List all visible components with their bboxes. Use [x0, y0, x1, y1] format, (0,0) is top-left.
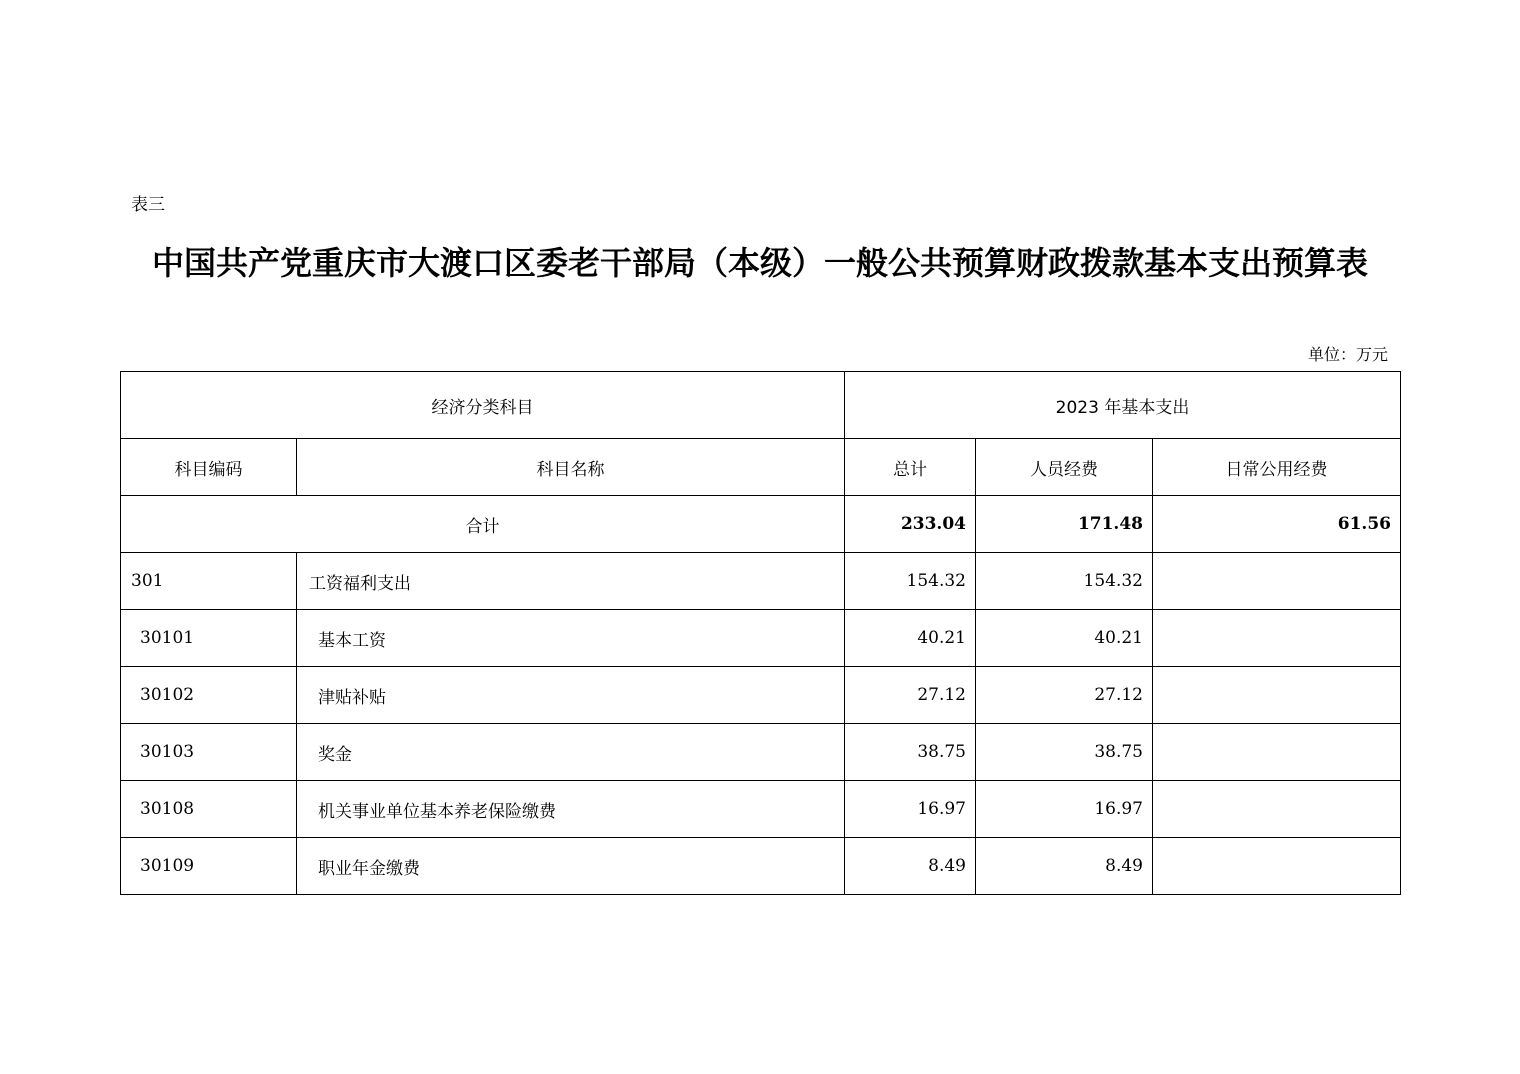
summary-label: 合计: [121, 496, 845, 553]
row-code: 301: [121, 553, 297, 610]
row-public: [1153, 553, 1401, 610]
row-name: 机关事业单位基本养老保险缴费: [297, 781, 845, 838]
row-public: [1153, 838, 1401, 895]
header-category-group: 经济分类科目: [121, 372, 845, 439]
table-label: 表三: [131, 195, 165, 215]
summary-row: [121, 496, 1401, 553]
row-personnel: 154.32: [976, 553, 1153, 610]
row-total: 38.75: [845, 724, 976, 781]
row-personnel: 38.75: [976, 724, 1153, 781]
table-row: [121, 724, 1401, 781]
row-total: 8.49: [845, 838, 976, 895]
row-name: 津贴补贴: [297, 667, 845, 724]
row-code: 30102: [121, 667, 297, 724]
summary-public: 61.56: [1153, 496, 1401, 553]
row-code: 30108: [121, 781, 297, 838]
row-total: 40.21: [845, 610, 976, 667]
header-code: 科目编码: [121, 439, 297, 496]
page-title: 中国共产党重庆市大渡口区委老干部局（本级）一般公共预算财政拨款基本支出预算表: [151, 244, 1368, 282]
header-name: 科目名称: [297, 439, 845, 496]
row-total: 27.12: [845, 667, 976, 724]
row-total: 16.97: [845, 781, 976, 838]
row-personnel: 27.12: [976, 667, 1153, 724]
row-code: 30109: [121, 838, 297, 895]
table-row: [121, 781, 1401, 838]
row-public: [1153, 724, 1401, 781]
header-personnel: 人员经费: [976, 439, 1153, 496]
row-name: 工资福利支出: [297, 553, 845, 610]
table-row: [121, 610, 1401, 667]
unit-label: 单位：万元: [1307, 345, 1388, 364]
header-row-group: [121, 372, 1401, 439]
row-code: 30101: [121, 610, 297, 667]
row-public: [1153, 610, 1401, 667]
header-row-columns: [121, 439, 1401, 496]
row-public: [1153, 781, 1401, 838]
row-public: [1153, 667, 1401, 724]
table-row: [121, 553, 1401, 610]
table-row: [121, 838, 1401, 895]
budget-table: [120, 371, 1401, 895]
header-public: 日常公用经费: [1153, 439, 1401, 496]
row-name: 奖金: [297, 724, 845, 781]
row-code: 30103: [121, 724, 297, 781]
summary-total: 233.04: [845, 496, 976, 553]
header-total: 总计: [845, 439, 976, 496]
header-year-group: 2023 年基本支出: [845, 372, 1401, 439]
row-personnel: 8.49: [976, 838, 1153, 895]
row-personnel: 16.97: [976, 781, 1153, 838]
row-name: 基本工资: [297, 610, 845, 667]
row-personnel: 40.21: [976, 610, 1153, 667]
row-name: 职业年金缴费: [297, 838, 845, 895]
summary-personnel: 171.48: [976, 496, 1153, 553]
table-row: [121, 667, 1401, 724]
row-total: 154.32: [845, 553, 976, 610]
